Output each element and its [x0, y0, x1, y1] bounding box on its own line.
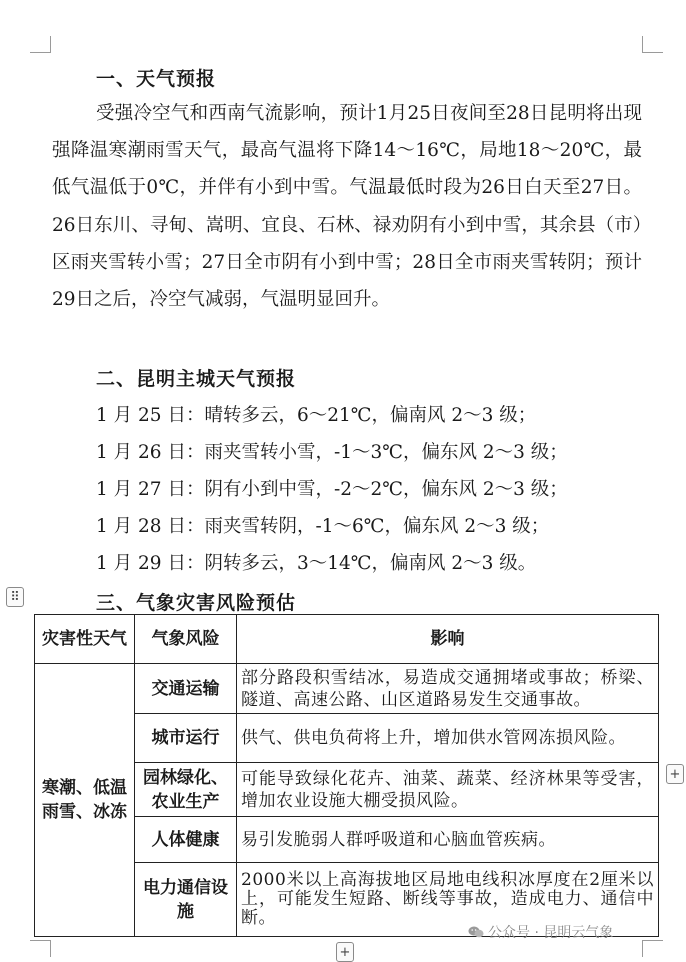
watermark-text: 公众号 · 昆明云气象	[488, 925, 614, 941]
risk-cell: 交通运输	[135, 664, 237, 714]
page-corner-marker-top-left	[30, 36, 51, 53]
impact-cell: 可能导致绿化花卉、油菜、蔬菜、经济林果等受害，增加农业设施大棚受损风险。	[237, 763, 659, 817]
risk-cell: 城市运行	[135, 714, 237, 763]
table-header-impact: 影响	[237, 615, 659, 664]
risk-cell: 园林绿化、农业生产	[135, 763, 237, 817]
add-column-icon[interactable]: +	[666, 764, 684, 784]
table-header-hazard: 灾害性天气	[35, 615, 135, 664]
forecast-day-3: 1 月 27 日：阴有小到中雪，-2～2℃，偏东风 2～3 级；	[96, 479, 568, 500]
section3-heading: 三、气象灾害风险预估	[96, 592, 297, 614]
add-row-icon[interactable]: +	[336, 942, 354, 962]
section2-heading: 二、昆明主城天气预报	[96, 368, 297, 390]
forecast-day-5: 1 月 29 日：阴转多云，3～14℃，偏南风 2～3 级。	[96, 553, 537, 574]
hazard-category-cell: 寒潮、低温雨雪、冰冻	[35, 664, 135, 937]
table-row	[35, 664, 659, 714]
impact-cell: 供气、供电负荷将上升，增加供水管网冻损风险。	[237, 714, 659, 763]
watermark	[468, 922, 613, 942]
impact-cell: 部分路段积雪结冰，易造成交通拥堵或事故；桥梁、隧道、高速公路、山区道路易发生交通事故。	[237, 664, 659, 714]
page-corner-marker-bottom-left	[30, 940, 51, 957]
page-corner-marker-top-right	[642, 36, 663, 53]
impact-cell: 易引发脆弱人群呼吸道和心脑血管疾病。	[237, 817, 659, 863]
risk-cell: 人体健康	[135, 817, 237, 863]
risk-cell: 电力通信设施	[135, 863, 237, 937]
forecast-day-1: 1 月 25 日：晴转多云，6～21℃，偏南风 2～3 级；	[96, 405, 537, 426]
table-header-row	[35, 615, 659, 664]
forecast-day-4: 1 月 28 日：雨夹雪转阴，-1～6℃，偏东风 2～3 级；	[96, 516, 550, 537]
section1-heading: 一、天气预报	[96, 68, 217, 90]
impact-cell: 2000米以上高海拔地区局地电线积冰厚度在2厘米以上，可能发生短路、断线等事故，造成电力、通信中断。	[237, 863, 659, 937]
table-header-risk: 气象风险	[135, 615, 237, 664]
table-move-handle-icon[interactable]: ⠿	[6, 587, 24, 607]
page-corner-marker-bottom-right	[642, 940, 663, 957]
wechat-icon	[468, 925, 484, 939]
section1-paragraph: 受强冷空气和西南气流影响，预计1月25日夜间至28日昆明将出现强降温寒潮雨雪天气，最高气温将下降14～16℃，局地18～20℃，最低气温低于0℃，并伴有小到中雪。气温最低时段为26日白天至27日。26日东川、寻甸、嵩明、宜良、石林、禄劝阴有小到中雪，其余县（市）区雨夹雪转小雪；27日全市阴有小到中雪；28日全市雨夹雪转阴；预计29日之后，冷空气减弱，气温明显回升。	[52, 103, 642, 311]
forecast-day-2: 1 月 26 日：雨夹雪转小雪，-1～3℃，偏东风 2～3 级；	[96, 442, 568, 463]
risk-assessment-table	[34, 614, 659, 937]
